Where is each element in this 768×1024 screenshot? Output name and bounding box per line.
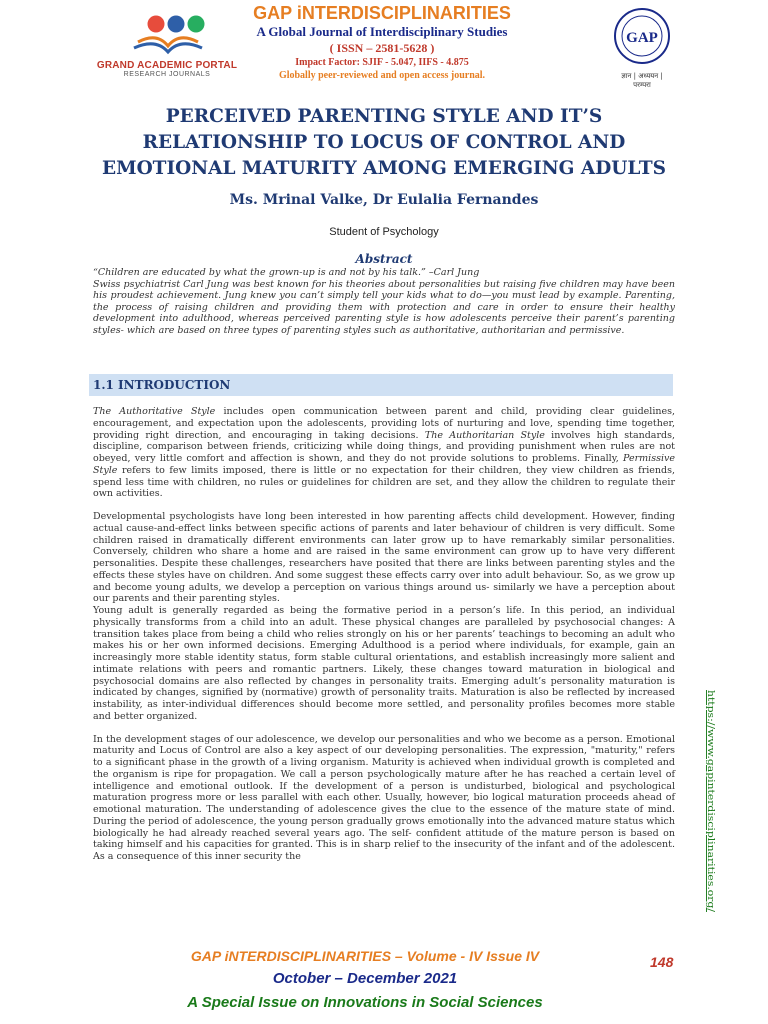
page-number: 148: [650, 954, 674, 970]
logo-subtitle: RESEARCH JOURNALS: [123, 71, 211, 78]
footer-date: October – December 2021: [272, 970, 458, 987]
section-heading-bar: [89, 374, 673, 396]
seal-motto: ज्ञान | अध्ययन | परम्परा: [621, 72, 663, 89]
term-permissive: Permissive Style: [93, 453, 675, 476]
title-line-3: EMOTIONAL MATURITY AMONG EMERGING ADULTS: [101, 158, 666, 179]
publisher-logo: [92, 12, 242, 82]
journal-url-link[interactable]: [694, 690, 714, 914]
footer-volume: GAP iNTERDISCIPLINARITIES – Volume - IV Issue IV: [190, 948, 540, 964]
intro-text-3: refers to few limits imposed, there is little or no expectation for their children, they view children as friends, spend less time with children, no rules or guidelines for children are set, and they allow the children to regulate their own activities.: [93, 464, 675, 500]
book-logo-icon: [112, 12, 222, 58]
title-line-2: RELATIONSHIP TO LOCUS OF CONTROL AND: [142, 132, 626, 153]
intro-text-2: involves high standards, discipline, comparison between friends, criticizing while doing things, and providing punishment when rules are not obeyed, very little comfort and affection is shown, and they do not provide solutions to problems. Finally,: [93, 429, 675, 464]
journal-subtitle: A Global Journal of Interdisciplinary Studies: [256, 24, 508, 39]
intro-paragraph-2: Developmental psychologists have long been interested in how parenting affects child development. However, finding actual cause-and-effect links between specific actions of parents and later behaviour of children is very difficult. Some children raised in dramatically different environments can later grow up to have remarkably similar personalities. Conversely, children who share a home and are raised in the same environment can grow up to have very different personalities. Despite these challenges, researchers have posited that there are links between parenting styles and the effects these styles have on children. And some suggest these effects carry over into adult behaviour. So, as we grow up and become young adults, we develop a perception on various things around us- similarly we have a perception about our parents and their parenting styles.: [93, 511, 675, 605]
article-body: [93, 406, 675, 863]
intro-paragraph-1: [93, 406, 675, 500]
abstract-heading: Abstract: [355, 252, 413, 266]
abstract: [93, 267, 675, 337]
intro-text-1: includes open communication between parent and child, providing clear guidelines, encouragement, and expectation upon the adolescents, providing lots of nurturing and love, spending time together, providing right direction, and encouraging in taking decisions.: [93, 406, 675, 441]
article-title: [60, 104, 708, 182]
title-line-1: PERCEIVED PARENTING STYLE AND IT’S: [165, 106, 603, 127]
journal-seal: [612, 6, 672, 89]
seal-text: GAP: [626, 30, 658, 46]
term-authoritarian: The Authoritarian Style: [424, 429, 545, 441]
intro-paragraph-4: In the development stages of our adolescence, we develop our personalities and who we become as a person. Emotional maturity and Locus of Control are also a key aspect of our developing personalities. The expression, "maturity," refers to a significant phase in the growth of a living organism. Maturity is achieved when individual growth is completed and the organism is ripe for propagation. We call a person psychologically mature after he has reached a certain level of intelligence and emotional outlook. If the development of a person is undisturbed, biological and psychological maturation progress more or less parallel with each other. Usually, however, bio logical maturation proceeds ahead of emotional maturation. The understanding of adolescence gives the clue to the essence of the mature state of mind. During the period of adolescence, the young person gradually grows emotionally into the advanced mature status which biologically he had already reached several years ago. The self- confident attitude of the mature person is based on taking himself and his capacities for granted. This is in sharp relief to the insecurity of the infant and of the adolescent. As a consequence of this inner security the: [93, 733, 675, 862]
authors: Ms. Mrinal Valke, Dr Eulalia Fernandes: [229, 192, 539, 208]
seal-icon: [612, 6, 672, 70]
footer-special-issue: A Special Issue on Innovations in Social Sciences: [187, 994, 543, 1011]
term-authoritative: The Authoritative Style: [93, 406, 216, 417]
abstract-paragraph: Swiss psychiatrist Carl Jung was best known for his theories about personalities but raising five children may have been his proudest achievement. Jung knew you can’t simply tell your kids what to do—you must lead by example. Parenting, the process of raising children and providing them with protection and care in order to ensure their healthy development into adulthood, whereas perceived parenting style is how adolescents perceive their parent’s parenting styles- which are based on three types of parenting styles such as authoritative, authoritarian and permissive.: [93, 278, 675, 336]
peer-review-note: Globally peer-reviewed and open access journal.: [278, 70, 486, 81]
impact-factor: Impact Factor: SJIF - 5.047, IIFS - 4.875: [295, 57, 469, 68]
journal-masthead: [232, 2, 532, 82]
journal-title: GAP iNTERDISCIPLINARITIES: [253, 3, 511, 23]
abstract-quote: “Children are educated by what the grown-up is and not by his talk.” –Carl Jung: [93, 267, 480, 278]
logo-title: GRAND ACADEMIC PORTAL: [96, 60, 238, 71]
section-heading: 1.1 INTRODUCTION: [93, 378, 231, 392]
affiliation: Student of Psychology: [329, 226, 439, 238]
intro-paragraph-3: Young adult is generally regarded as being the formative period in a person’s life. In this period, an individual physically transforms from a child into an adult. These physical changes are paralleled by psychosocial changes: A transition takes place from being a child who relies strongly on his or her parents’ teachings to becoming an adult who makes his or her own informed decisions. Emerging Adulthood is a period where individuals, for example, gain an increasingly more stable identity status, form stable cultural orientations, and establish increasingly more salient and intimate relations with peers and romantic partners. Likely, these changes toward maturation in biological and psychosocial domains are also reflected by changes in personality traits. Emerging adult’s personality maturation is indicated by changes, signified by (normative) growth of personality traits. Maturation is also be reflected by increased instability, as inter-individual differences should become more settled, and personality profiles becomes more stable and better organized.: [93, 605, 675, 722]
journal-url-text[interactable]: https://www.gapinterdisciplinarities.org/: [705, 690, 716, 886]
issn: ( ISSN – 2581-5628 ): [329, 41, 435, 55]
